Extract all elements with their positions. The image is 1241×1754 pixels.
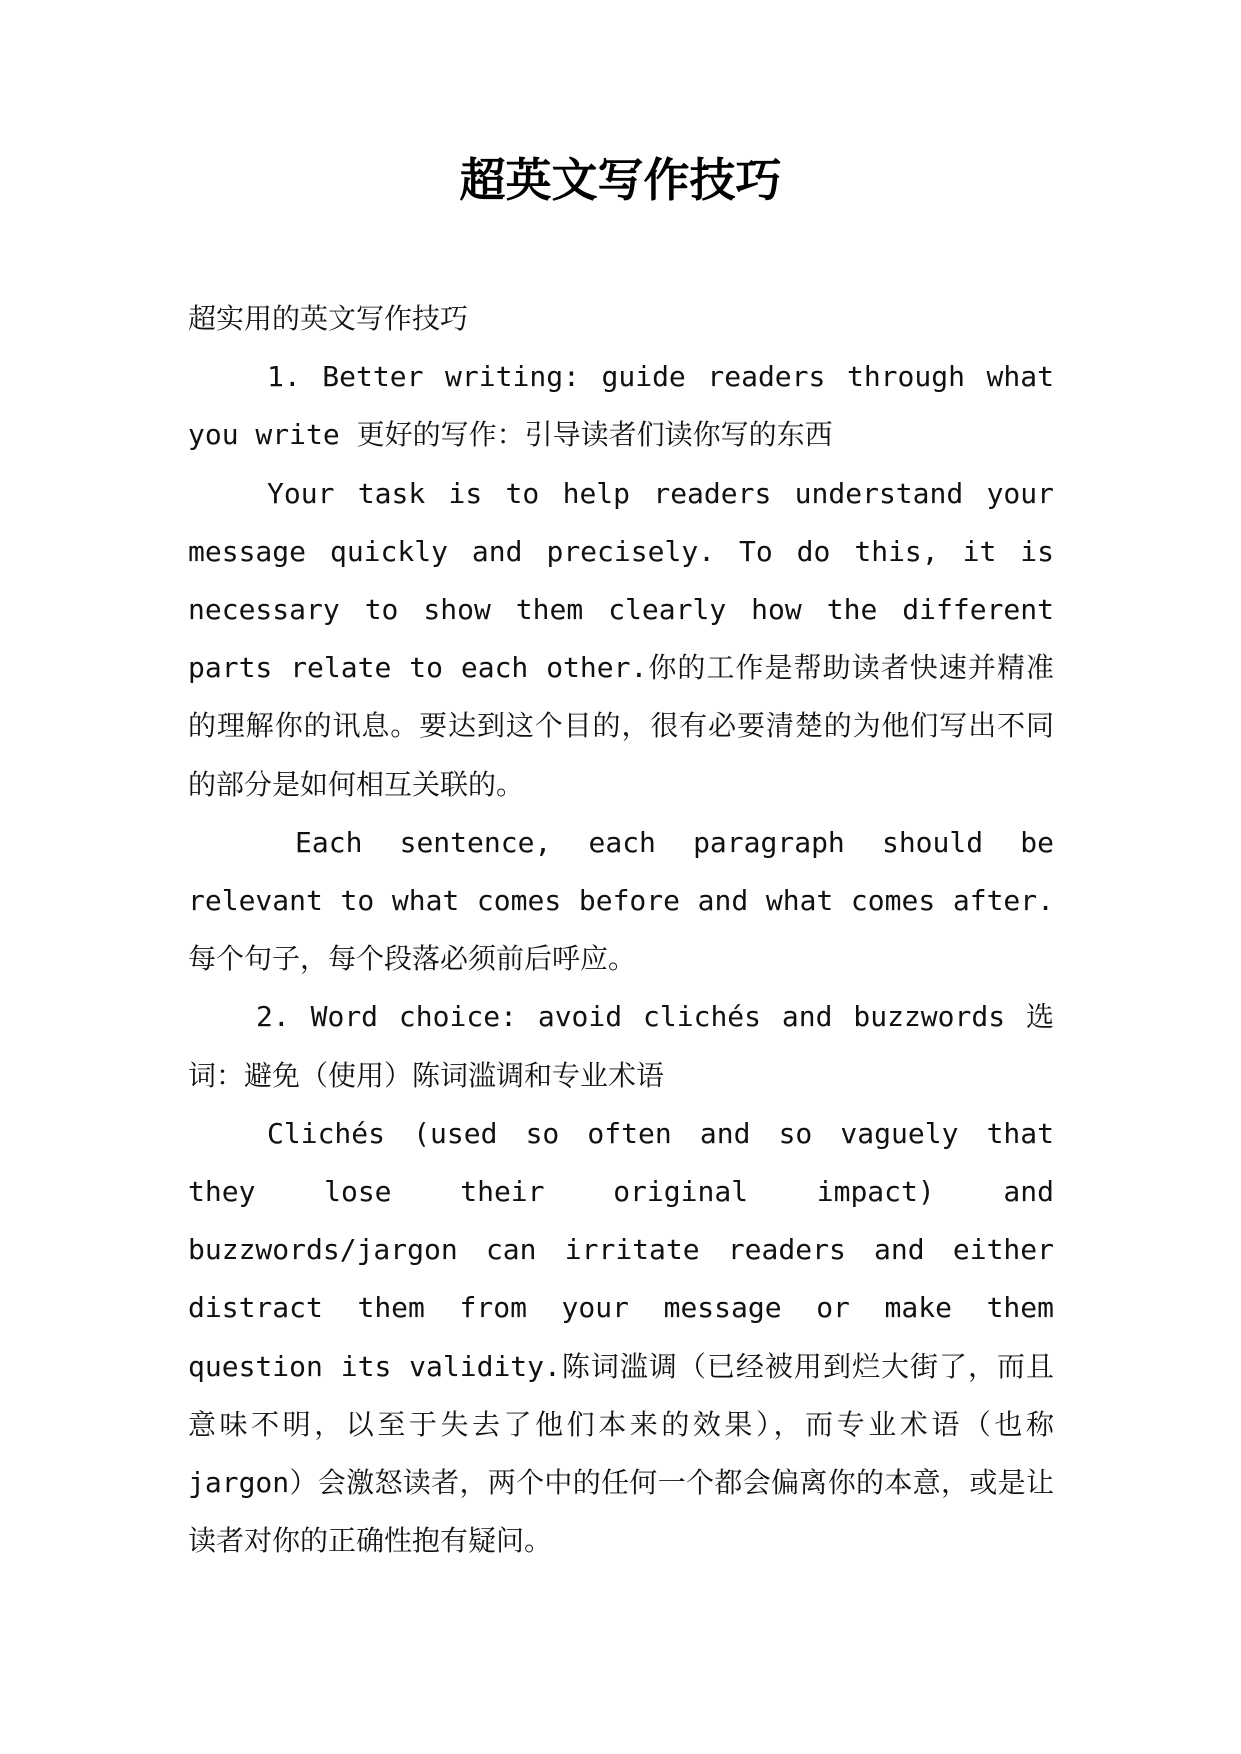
paragraph-word-choice: 2. Word choice: avoid clichés and buzzwords 选词：避免（使用）陈词滥调和专业术语 (188, 1000, 1054, 1092)
paragraph-better-writing: 1. Better writing: guide readers through what you write 更好的写作：引导读者们读你写的东西 (188, 360, 1054, 452)
subtitle-paragraph: 超实用的英文写作技巧 (188, 302, 469, 335)
paragraph-cliches: Clichés (used so often and so vaguely that they lose their original impact) and buzzwords/jargon can irritate readers and either distract them from your message or make them question its validity.陈词滥调（已经被用到烂大街了，而且意味不明，以至于失去了他们本来的效果），而专业术语（也称 jargon）会激怒读者，两个中的任何一个都会偏离你的本意，或是让读者对你的正确性抱有疑问。 (188, 1116, 1054, 1558)
document-body (188, 290, 1054, 1570)
document-title: 超英文写作技巧 (459, 153, 782, 207)
paragraph-each-sentence: Each sentence, each paragraph should be relevant to what comes before and what comes after.每个句子，每个段落必须前后呼应。 (188, 825, 1054, 976)
paragraph-your-task: Your task is to help readers understand your message quickly and precisely. To do this, it is necessary to show them clearly how the different parts relate to each other.你的工作是帮助读者快速并精准的理解你的讯息。要达到这个目的，很有必要清楚的为他们写出不同的部分是如何相互关联的。 (188, 476, 1054, 801)
